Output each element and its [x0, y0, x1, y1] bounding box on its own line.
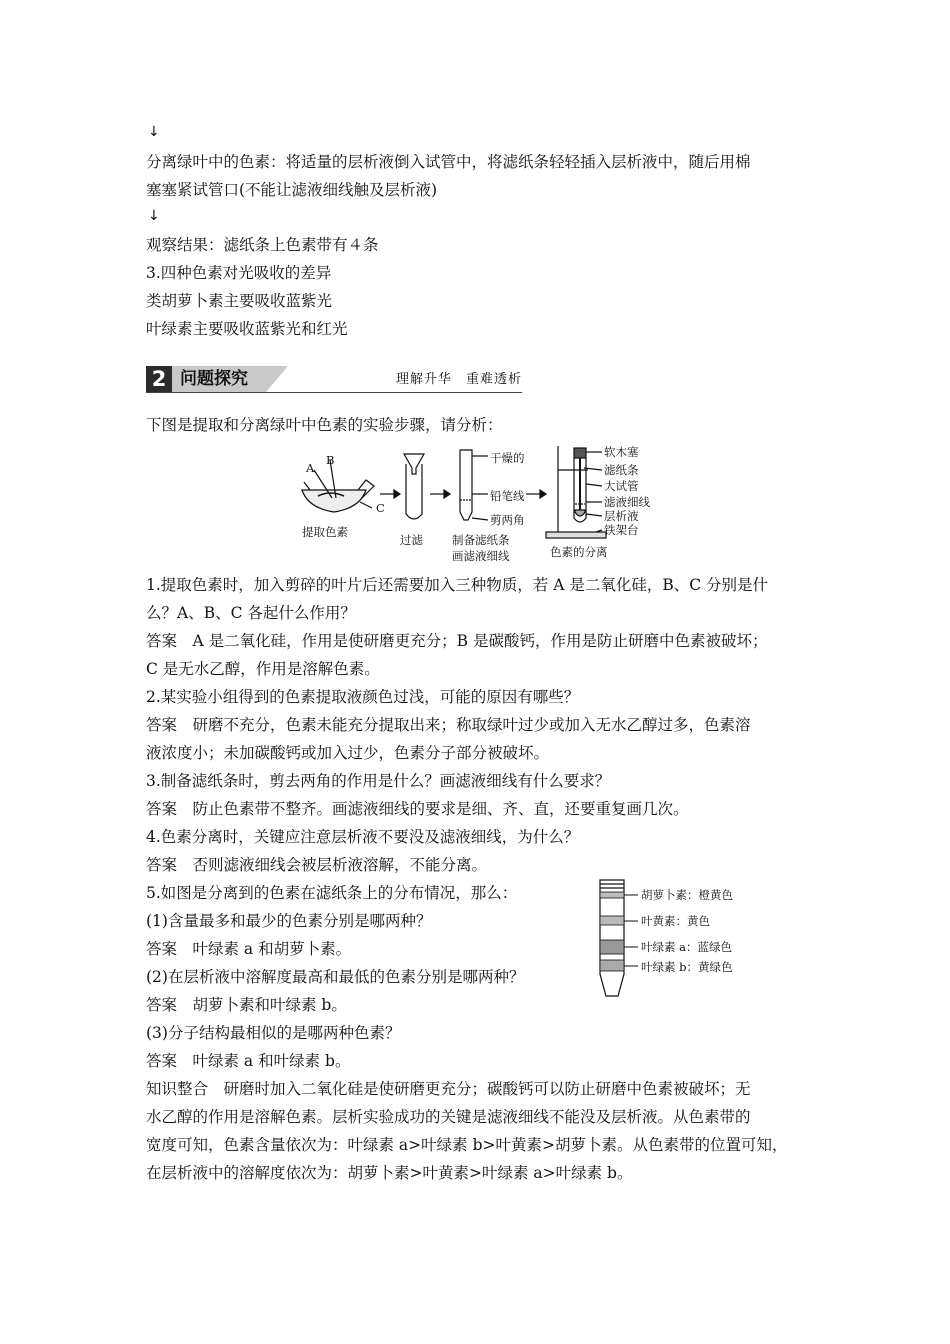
section-subtitle: 理解升华 重难透析	[395, 372, 522, 387]
answer-3: 答案 防止色素带不整齐。画滤液细线的要求是细、齐、直，还要重复画几次。	[146, 800, 689, 818]
question-5: 5.如图是分离到的色素在滤纸条上的分布情况，那么：	[146, 884, 518, 902]
caption-make-1: 制备滤纸条	[452, 533, 510, 547]
label-tube: 大试管	[604, 479, 639, 493]
point3-title: 3.四种色素对光吸收的差异	[146, 264, 332, 282]
filter-paper-strip-icon	[460, 450, 488, 520]
lead-text: 下图是提取和分离绿叶中色素的实验步骤，请分析：	[146, 416, 503, 434]
label-cork: 软木塞	[604, 445, 639, 459]
question-5-3: (3)分子结构最相似的是哪两种色素？	[146, 1024, 401, 1042]
label-stand: 铁架台	[604, 523, 639, 537]
label-paper: 滤纸条	[604, 463, 639, 477]
answer-4: 答案 否则滤液细线会被层析液溶解，不能分离。	[146, 856, 488, 874]
separation-apparatus-icon	[546, 446, 606, 538]
step-separate-line-2: 塞塞紧试管口(不能让滤液细线触及层析液)	[146, 181, 438, 199]
band-label-xanthophyll: 叶黄素：黄色	[641, 914, 710, 928]
label-c: C	[376, 501, 385, 515]
answer-2-line-2: 液浓度小；未加碳酸钙或加入过少，色素分子部分被破坏。	[146, 744, 550, 762]
section-header	[146, 366, 522, 392]
arrow-icon	[380, 490, 400, 498]
point3-chlorophyll: 叶绿素主要吸收蓝紫光和红光	[146, 320, 348, 338]
section-number: 2	[146, 366, 172, 392]
answer-5-2: 答案 胡萝卜素和叶绿素 b。	[146, 996, 347, 1014]
caption-filter: 过滤	[400, 533, 423, 547]
section-title-tail	[266, 366, 288, 392]
point3-carotenoid: 类胡萝卜素主要吸收蓝紫光	[146, 292, 333, 310]
band-label-carotene: 胡萝卜素：橙黄色	[641, 888, 733, 902]
pigment-bands-figure	[594, 878, 764, 1000]
section-rule	[146, 392, 522, 393]
band-chlorophyll-a	[600, 940, 624, 954]
question-5-1: (1)含量最多和最少的色素分别是哪两种？	[146, 912, 432, 930]
flow-arrow: ↓	[148, 208, 160, 224]
label-b: B	[326, 453, 335, 467]
label-dry: 干燥的	[490, 451, 525, 465]
flow-arrow: ↓	[148, 124, 160, 140]
section-title: 问题探究	[172, 366, 266, 392]
label-cut: 剪两角	[490, 513, 525, 527]
answer-1-line-2: C 是无水乙醇，作用是溶解色素。	[146, 660, 380, 678]
answer-2-line-1: 答案 研磨不充分，色素未能充分提取出来；称取绿叶过少或加入无水乙醇过多，色素溶	[146, 716, 751, 734]
caption-extract: 提取色素	[302, 525, 348, 539]
band-carotene	[600, 892, 624, 898]
answer-5-1: 答案 叶绿素 a 和胡萝卜素。	[146, 940, 352, 958]
summary-line-3: 宽度可知，色素含量依次为：叶绿素 a>叶绿素 b>叶黄素>胡萝卜素。从色素带的位置可知，	[146, 1136, 788, 1154]
caption-separate: 色素的分离	[550, 545, 608, 559]
label-a: A	[306, 461, 315, 475]
label-line: 滤液细线	[604, 495, 650, 509]
step-observe: 观察结果：滤纸条上色素带有４条	[146, 236, 379, 254]
caption-make-2: 画滤液细线	[452, 549, 510, 563]
summary-line-1: 知识整合 研磨时加入二氧化硅是使研磨更充分；碳酸钙可以防止研磨中色素被破坏；无	[146, 1080, 751, 1098]
experiment-steps-figure	[296, 440, 668, 568]
funnel-tube-icon	[404, 454, 424, 519]
summary-line-2: 水乙醇的作用是溶解色素。层析实验成功的关键是滤液细线不能没及层析液。从色素带的	[146, 1108, 751, 1126]
question-5-2: (2)在层析液中溶解度最高和最低的色素分别是哪两种？	[146, 968, 525, 986]
question-1-line-2: 么？A、B、C 各起什么作用？	[146, 604, 356, 622]
band-label-chlorophyll-b: 叶绿素 b：黄绿色	[641, 960, 733, 974]
step-separate-line-1: 分离绿叶中的色素：将适量的层析液倒入试管中，将滤纸条轻轻插入层析液中，随后用棉	[146, 153, 751, 171]
label-solvent: 层析液	[604, 509, 639, 523]
answer-5-3: 答案 叶绿素 a 和叶绿素 b。	[146, 1052, 351, 1070]
arrow-icon	[526, 490, 546, 498]
question-1-line-1: 1.提取色素时，加入剪碎的叶片后还需要加入三种物质，若 A 是二氧化硅，B、C 分别是什	[146, 576, 769, 594]
band-chlorophyll-b	[600, 960, 624, 971]
band-label-chlorophyll-a: 叶绿素 a：蓝绿色	[641, 940, 733, 954]
summary-line-4: 在层析液中的溶解度依次为：胡萝卜素>叶黄素>叶绿素 a>叶绿素 b。	[146, 1164, 633, 1182]
question-4: 4.色素分离时，关键应注意层析液不要没及滤液细线，为什么？	[146, 828, 580, 846]
answer-1-line-1: 答案 A 是二氧化硅，作用是使研磨更充分；B 是碳酸钙，作用是防止研磨中色素被破坏；	[146, 632, 768, 650]
band-xanthophyll	[600, 916, 624, 925]
label-pencil: 铅笔线	[490, 489, 525, 503]
question-2: 2.某实验小组得到的色素提取液颜色过浅，可能的原因有哪些？	[146, 688, 580, 706]
question-3: 3.制备滤纸条时，剪去两角的作用是什么？画滤液细线有什么要求？	[146, 772, 611, 790]
arrow-icon	[430, 490, 450, 498]
